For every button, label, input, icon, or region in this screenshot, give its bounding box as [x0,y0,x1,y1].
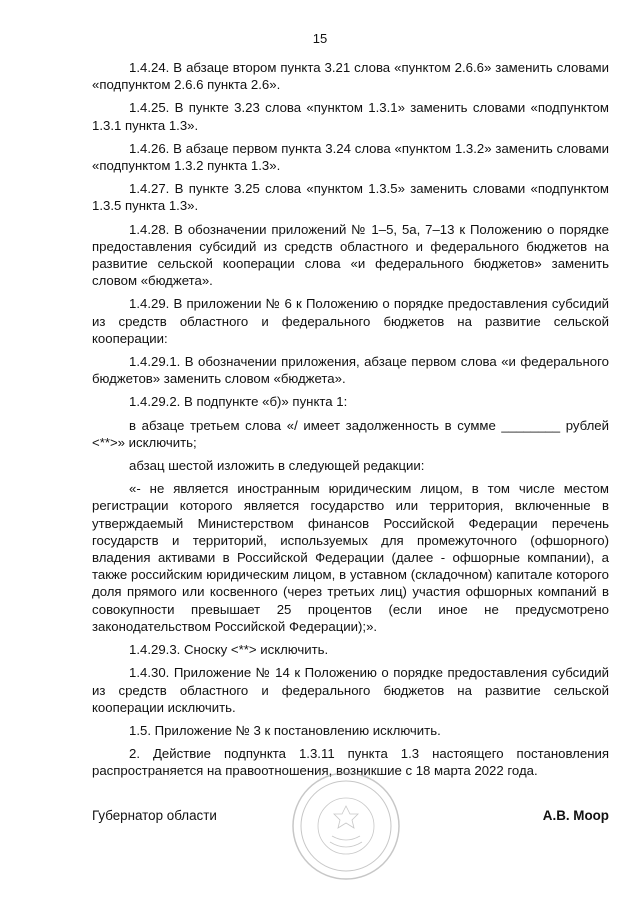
paragraph-1-4-28: 1.4.28. В обозначении приложений № 1–5, 5а, 7–13 к Положению о порядке предоставления субсидий из средств областного и федерального бюджетов на развитие сельской кооперации слова «и федерального бюджетов» заменить словом «бюджета». [92,221,609,289]
paragraph-third-abzac: в абзаце третьем слова «/ имеет задолженность в сумме ________ рублей <**>» исключить; [92,417,609,450]
signature-block [92,808,609,828]
paragraph-1-4-25: 1.4.25. В пункте 3.23 слова «пунктом 1.3.1» заменить словами «подпунктом 1.3.1 пункта 1.3». [92,100,609,133]
paragraph-sixth-abzac: абзац шестой изложить в следующей редакции: [129,458,425,474]
signatory-position: Губернатор области [92,808,217,823]
paragraph-1-4-29-1: 1.4.29.1. В обозначении приложения, абзаце первом слова «и федерального бюджетов» заменить словом «бюджета». [92,354,609,387]
paragraph-1-4-29: 1.4.29. В приложении № 6 к Положению о порядке предоставления субсидий из средств областного и федерального бюджетов на развитие сельской кооперации: [92,296,609,346]
paragraph-new-wording: «- не является иностранным юридическим лицом, в том числе местом регистрации которого является государство или территория, включенные в утверждаемый Министерством финансов Российской Федерации перечень государств и территорий, используемых для промежуточного (офшорного) владения активами в Российской Федерации (далее - офшорные компании), а также российским юридическим лицом, в уставном (складочном) капитале которого доля прямого или косвенного (через третьих лиц) участия офшорных компаний в совокупности превышает 25 процентов (если иное не предусмотрено законодательством Российской Федерации);». [92,481,609,634]
page-number: 15 [312,31,328,46]
signatory-name: А.В. Моор [542,808,609,823]
paragraph-1-4-29-3: 1.4.29.3. Сноску <**> исключить. [129,642,329,658]
document-body [92,59,609,786]
paragraph-1-4-29-2: 1.4.29.2. В подпункте «б)» пункта 1: [129,394,348,410]
paragraph-1-4-24: 1.4.24. В абзаце втором пункта 3.21 слова «пунктом 2.6.6» заменить словами «подпунктом 2.6.6 пункта 2.6». [92,60,609,93]
paragraph-2: 2. Действие подпункта 1.3.11 пункта 1.3 настоящего постановления распространяется на правоотношения, возникшие с 18 марта 2022 года. [92,746,609,779]
paragraph-1-4-26: 1.4.26. В абзаце первом пункта 3.24 слова «пунктом 1.3.2» заменить словами «подпунктом 1.3.2 пункта 1.3». [92,140,609,174]
paragraph-1-4-27: 1.4.27. В пункте 3.25 слова «пунктом 1.3.5» заменить словами «подпунктом 1.3.5 пункта 1.3». [92,181,609,214]
paragraph-1-4-30: 1.4.30. Приложение № 14 к Положению о порядке предоставления субсидий из средств областного и федерального бюджетов на развитие сельской кооперации исключить. [92,665,609,715]
paragraph-1-5: 1.5. Приложение № 3 к постановлению исключить. [129,722,441,738]
